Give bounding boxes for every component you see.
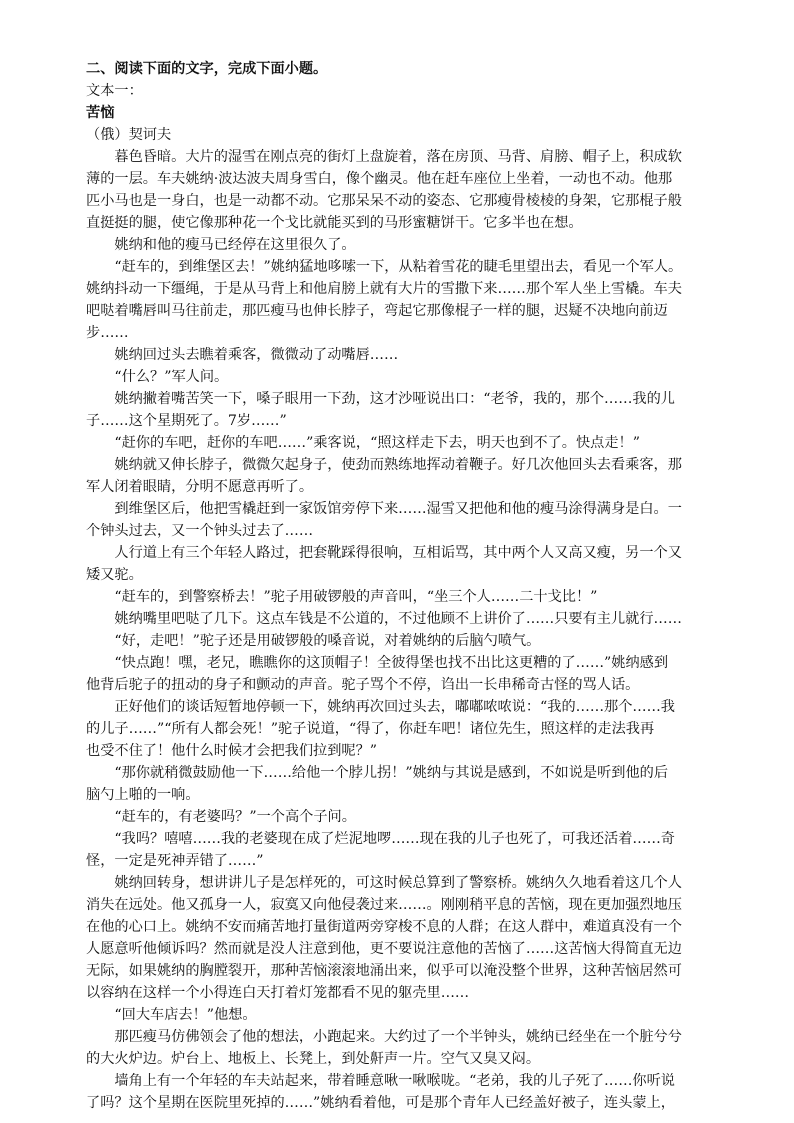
text-line: 薄的一层。车夫姚纳·波达波夫周身雪白，像个幽灵。他在赶车座位上坐着，一动也不动。他那 (86, 171, 673, 187)
text-line: 姚纳就又伸长脖子，微微欠起身子，使劲而熟练地挥动着鞭子。好几次他回头去看乘客，那 (86, 457, 682, 473)
text-line: 步…… (86, 325, 129, 341)
story-title: 苦恼 (86, 105, 115, 121)
document-body (86, 58, 726, 1114)
story-author: （俄）契诃夫 (86, 127, 172, 143)
text-line: 的儿子……”“所有人都会死！”驼子说道，“得了，你赶车吧！诸位先生，照这样的走法我再 (86, 721, 655, 737)
text-line: 姚纳抖动一下缰绳，于是从马背上和他肩膀上就有大片的雪撒下来……那个军人坐上雪橇。车夫 (86, 281, 682, 297)
text-line: “快点跑！嘿，老兄，瞧瞧你的这顶帽子！全彼得堡也找不出比这更糟的了……”姚纳感到 (86, 655, 669, 671)
text-line: 姚纳回过头去瞧着乘客，微微动了动嘴唇…… (86, 347, 399, 363)
text-line: 在他的心口上。姚纳不安而痛苦地打量街道两旁穿梭不息的人群；在这人群中，难道真没有一个 (86, 919, 682, 935)
text-line: “那你就稍微鼓励他一下……给他一个脖儿拐！”姚纳与其说是感到，不如说是听到他的后 (86, 765, 669, 781)
text-line: 墙角上有一个年轻的车夫站起来，带着睡意啾一啾喉咙。“老弟，我的儿子死了……你听说 (86, 1073, 675, 1089)
text-line: 他背后驼子的扭动的身子和颤动的声音。驼子骂个不停，诌出一长串稀奇古怪的骂人话。 (86, 677, 640, 693)
text-line: 了吗？这个星期在医院里死掉的……”姚纳看着他，可是那个青年人已经盖好被子，连头蒙上， (86, 1095, 675, 1111)
text-line: 怪，一定是死神弄错了……” (86, 853, 264, 869)
text-line: 消失在远处。他又孤身一人，寂寞又向他侵袭过来……。刚刚稍平息的苦恼，现在更加强烈地压 (86, 897, 682, 913)
text-line: “回大车店去！”他想。 (86, 1007, 257, 1023)
text-line: 暮色昏暗。大片的湿雪在刚点亮的街灯上盘旋着，落在房顶、马背、肩膀、帽子上，积成软 (86, 149, 682, 165)
text-line: 直挺挺的腿，使它像那种花一个戈比就能买到的马形蜜糖饼干。它多半也在想。 (86, 215, 583, 231)
text-line: 个钟头过去，又一个钟头过去了…… (86, 523, 314, 539)
text-line: 军人闭着眼睛，分明不愿意再听了。 (86, 479, 314, 495)
text-label: 文本一： (86, 83, 143, 99)
text-line: 匹小马也是一身白，也是一动都不动。它那呆呆不动的姿态、它那瘦骨棱棱的身架，它那棍子般 (86, 193, 682, 209)
text-line: 无际，如果姚纳的胸膛裂开，那种苦恼滚滚地涌出来，似乎可以淹没整个世界，这种苦恼居然可 (86, 963, 682, 979)
text-line: 到维堡区后，他把雪橇赶到一家饭馆旁停下来……湿雪又把他和他的瘦马涂得满身是白。一 (86, 501, 682, 517)
text-line: 也受不住了！他什么时候才会把我们拉到呢？” (86, 743, 378, 759)
text-line: “我吗？嘻嘻……我的老婆现在成了烂泥地啰……现在我的儿子也死了，可我还活着……奇 (86, 831, 675, 847)
story-text (86, 146, 726, 1114)
text-line: “赶车的，到警察桥去！”驼子用破锣般的声音叫，“坐三个人……二十戈比！” (86, 589, 598, 605)
text-line: 姚纳回转身，想讲讲儿子是怎样死的，可这时候总算到了警察桥。姚纳久久地看着这几个人 (86, 875, 682, 891)
text-line: 以容纳在这样一个小得连白天打着灯笼都看不见的躯壳里…… (86, 985, 470, 1001)
text-line: 的大火炉边。炉台上、地板上、长凳上，到处鼾声一片。空气又臭又闷。 (86, 1051, 541, 1067)
text-line: “赶车的，有老婆吗？”一个高个子问。 (86, 809, 356, 825)
section-heading: 二、阅读下面的文字，完成下面小题。 (86, 61, 328, 77)
text-line: 那匹瘦马仿佛领会了他的想法，小跑起来。大约过了一个半钟头，姚纳已经坐在一个脏兮兮 (86, 1029, 682, 1045)
text-line: 姚纳撇着嘴苦笑一下，嗓子眼用一下劲，这才沙哑说出口：“老爷，我的，那个……我的儿 (86, 391, 675, 407)
text-line: “好，走吧！”驼子还是用破锣般的嗓音说，对着姚纳的后脑勺喷气。 (86, 633, 541, 649)
text-line: 子……这个星期死了。7岁……” (86, 413, 287, 429)
text-line: 人愿意听他倾诉吗？然而就是没人注意到他，更不要说注意他的苦恼了……这苦恼大得简直无边 (86, 941, 682, 957)
text-line: 人行道上有三个年轻人路过，把套靴踩得很响，互相诟骂，其中两个人又高又瘦，另一个又 (86, 545, 682, 561)
text-line: 姚纳和他的瘦马已经停在这里很久了。 (86, 237, 356, 253)
text-line: 脑勺上啪的一响。 (86, 787, 200, 803)
text-line: “什么？”军人问。 (86, 369, 229, 385)
text-line: 姚纳嘴里吧哒了几下。这点车钱是不公道的，不过他顾不上讲价了……只要有主儿就行…… (86, 611, 682, 627)
text-line: 矮又驼。 (86, 567, 143, 583)
text-line: 吧哒着嘴唇叫马往前走，那匹瘦马也伸长脖子，弯起它那像棍子一样的腿，迟疑不决地向前迈 (86, 303, 668, 319)
text-line: 正好他们的谈话短暂地停顿一下，姚纳再次回过头去，嘟嘟哝哝说：“我的……那个……我 (86, 699, 675, 715)
text-line: “赶你的车吧，赶你的车吧……”乘客说，“照这样走下去，明天也到不了。快点走！” (86, 435, 640, 451)
text-line: “赶车的，到维堡区去！”姚纳猛地哆嗦一下，从粘着雪花的睫毛里望出去，看见一个军人。 (86, 259, 683, 275)
